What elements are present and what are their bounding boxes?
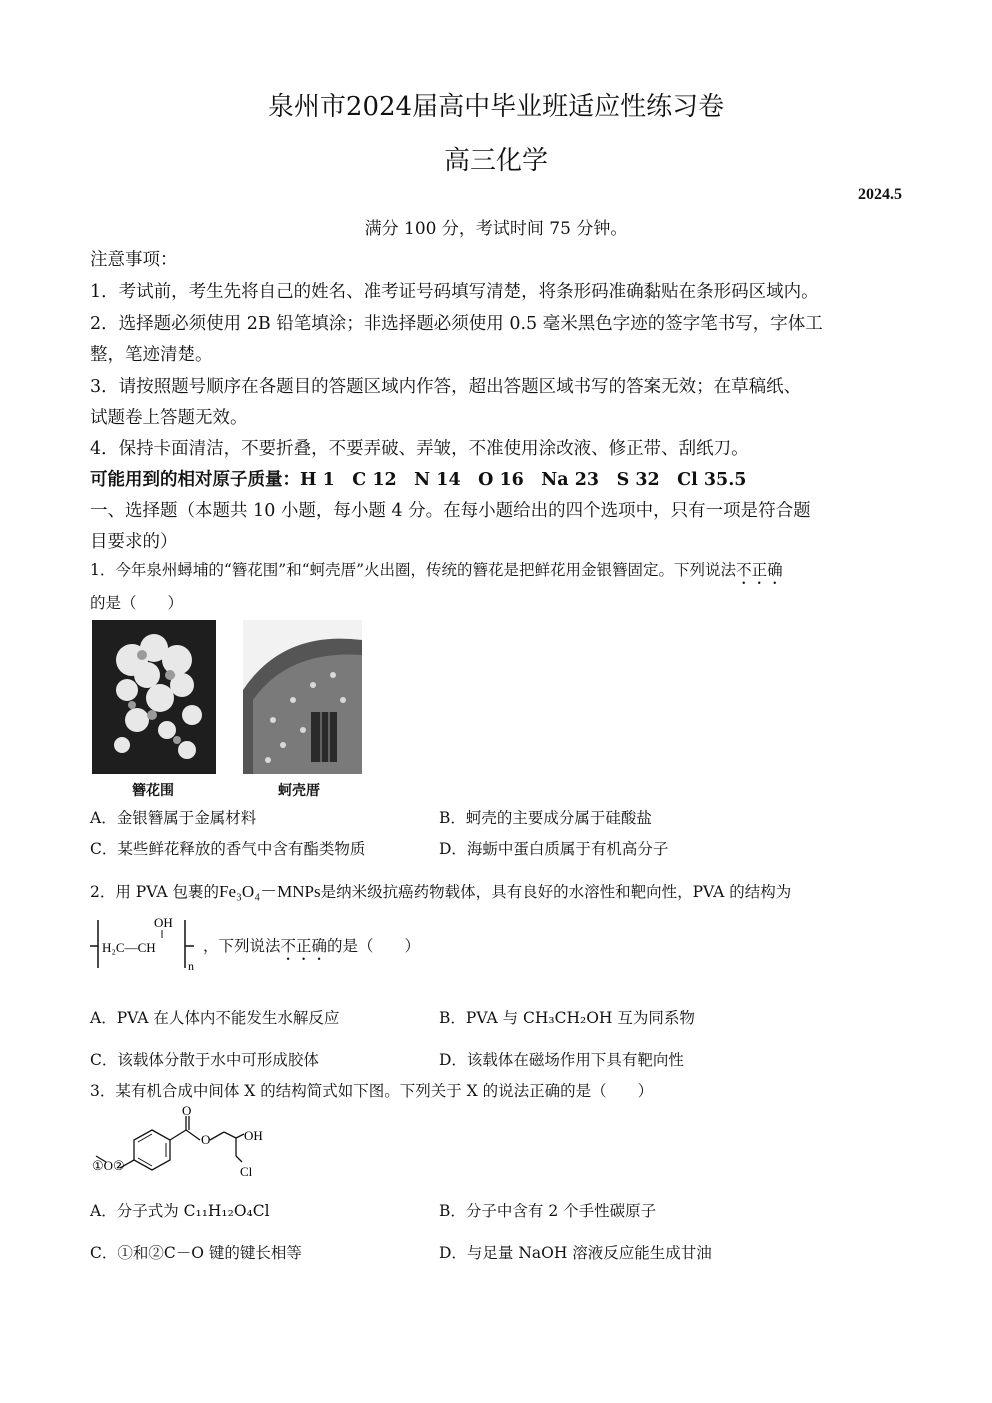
q3-option-c: C．①和②C－O 键的键长相等 [90, 1244, 302, 1262]
q1-option-d: D．海蛎中蛋白质属于有机高分子 [439, 840, 669, 858]
q2-formula: Fe₃O₄－MNPs [218, 882, 321, 901]
note-item-2: 2．选择题必须使用 2B 铅笔填涂；非选择题必须使用 0.5 毫米黑色字迹的签字笔书写，字体工 [90, 314, 823, 334]
carbonyl-o-label: O [182, 1104, 192, 1118]
score-line: 满分 100 分，考试时间 75 分钟。 [364, 219, 628, 239]
q2-stem-cont [203, 934, 420, 964]
note-item-3: 3．请按照题号顺序在各题目的答题区域内作答，超出答题区域书写的答案无效；在草稿纸、 [90, 377, 802, 397]
note-item-3-cont: 试题卷上答题无效。 [90, 408, 248, 428]
atomic-masses: 可能用到的相对原子质量：H 1 C 12 N 14 O 16 Na 23 S 32 Cl 35.5 [90, 470, 747, 490]
note-item-2-cont: 整，笔迹清楚。 [90, 345, 213, 365]
chlorine-label: Cl [240, 1164, 253, 1179]
q2-stem [90, 877, 791, 902]
q1-stem [90, 558, 783, 588]
hairpin-flower-image [92, 620, 216, 774]
q1-option-b: B．蚵壳的主要成分属于硅酸盐 [439, 809, 652, 827]
q2-option-d: D．该载体在磁场作用下具有靶向性 [439, 1051, 684, 1069]
pva-oh-label: OH [154, 915, 173, 930]
hairpin-flower-photo [92, 620, 216, 774]
pva-chain-label: H₂C—CH [102, 940, 156, 955]
q2-option-c: C．该载体分散于水中可形成胶体 [90, 1051, 319, 1069]
q2-stem-emphasis: 不正确 [280, 937, 328, 955]
notes-heading: 注意事项： [90, 250, 178, 270]
q2-stem-text-2: 是纳米级抗癌药物载体，具有良好的水溶性和靶向性，PVA 的结构为 [320, 883, 792, 901]
q1-stem-text: 1．今年泉州蟳埔的“簪花围”和“蚵壳厝”火出圈，传统的簪花是把鲜花用金银簪固定。下列说法 [90, 561, 737, 579]
q3-option-b: B．分子中含有 2 个手性碳原子 [439, 1202, 657, 1220]
q2-option-b: B．PVA 与 CH₃CH₂OH 互为同系物 [439, 1009, 695, 1027]
hydroxyl-label: OH [244, 1128, 263, 1143]
section-heading: 一、选择题（本题共 10 小题，每小题 4 分。在每小题给出的四个选项中，只有一项是符合题 [90, 501, 811, 521]
q1-option-a: A．金银簪属于金属材料 [90, 809, 257, 827]
q2-option-a: A．PVA 在人体内不能发生水解反应 [90, 1009, 340, 1027]
pva-structure [88, 912, 203, 974]
q1-stem-cont: 的是（ ） [90, 594, 184, 612]
q3-stem: 3．某有机合成中间体 X 的结构简式如下图。下列关于 X 的说法正确的是（ ） [90, 1082, 654, 1100]
note-item-4: 4．保持卡面清洁，不要折叠，不要弄破、弄皱，不准使用涂改液、修正带、刮纸刀。 [90, 439, 749, 459]
compound-x-structure [90, 1104, 270, 1184]
q2-stem-text-3: ，下列说法 [203, 937, 281, 955]
q3-option-a: A．分子式为 C₁₁H₁₂O₄Cl [90, 1202, 270, 1220]
note-item-1: 1．考试前，考生先将自己的姓名、准考证号码填写清楚，将条形码准确黏贴在条形码区域内。 [90, 282, 819, 302]
oyster-shell-house-photo [243, 620, 362, 774]
q1-stem-emphasis: 不正确 [736, 561, 783, 579]
q1-option-c: C．某些鲜花释放的香气中含有酯类物质 [90, 840, 366, 858]
page-subtitle: 高三化学 [443, 146, 548, 176]
caption-hairpin-flower: 簪花围 [132, 783, 174, 799]
svg-text:O: O [201, 1132, 211, 1147]
section-heading-cont: 目要求的） [90, 532, 178, 552]
page-title: 泉州市2024届高中毕业班适应性练习卷 [267, 92, 725, 122]
pva-n-label: n [188, 959, 194, 973]
caption-oyster-house: 蚵壳厝 [278, 783, 320, 799]
bond-markers-label: ①O② [92, 1158, 125, 1173]
q2-stem-text-4: 的是（ ） [327, 937, 421, 955]
oyster-shell-house-image [243, 620, 362, 774]
q3-option-d: D．与足量 NaOH 溶液反应能生成甘油 [439, 1244, 712, 1262]
exam-date: 2024.5 [858, 186, 902, 203]
q2-stem-text: 2．用 PVA 包裹的 [90, 883, 219, 901]
